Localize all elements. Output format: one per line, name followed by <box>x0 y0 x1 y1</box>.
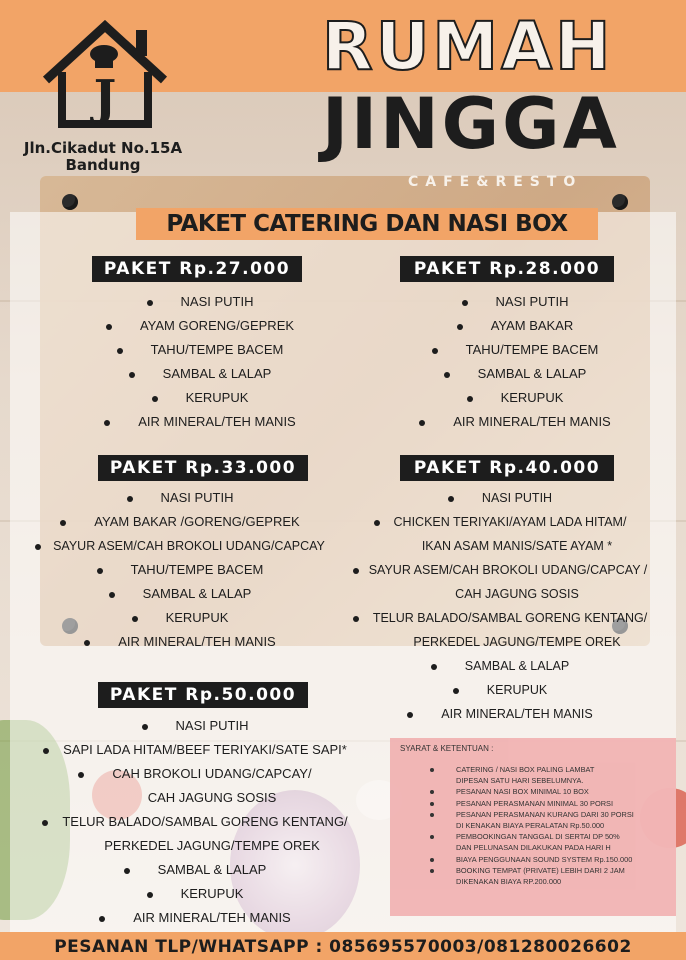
list-item: NASI PUTIH <box>60 290 340 314</box>
package-title-40000: PAKET Rp.40.000 <box>400 455 614 481</box>
package-title-28000: PAKET Rp.28.000 <box>400 256 614 282</box>
brand-tagline: CAFE&RESTO <box>408 174 583 190</box>
package-items-28000 <box>380 290 650 434</box>
bullet-icon <box>462 300 468 306</box>
terms-item: BOOKING TEMPAT (PRIVATE) LEBIH DARI 2 JAM <box>390 865 634 876</box>
list-item: KERUPUK <box>380 386 650 410</box>
bullet-icon <box>430 802 434 806</box>
bullet-icon <box>407 712 413 718</box>
list-item: SAYUR ASEM/CAH BROKOLI UDANG/CAPCAY <box>10 534 350 558</box>
list-item: AIR MINERAL/TEH MANIS <box>330 702 670 726</box>
list-item: NASI PUTIH <box>380 290 650 314</box>
list-item: TAHU/TEMPE BACEM <box>10 558 350 582</box>
bullet-icon <box>42 820 48 826</box>
bullet-icon <box>117 348 123 354</box>
bullet-icon <box>374 520 380 526</box>
list-item: SAMBAL & LALAP <box>60 362 340 386</box>
terms-item: DI KENAKAN BIAYA PERALATAN Rp.50.000 <box>456 821 605 831</box>
bullet-icon <box>430 790 434 794</box>
list-item: NASI PUTIH <box>20 714 370 738</box>
board-pin <box>612 194 628 210</box>
bullet-icon <box>132 616 138 622</box>
board-pin <box>62 194 78 210</box>
package-items-50000 <box>20 714 370 930</box>
terms-item: CATERING / NASI BOX PALING LAMBAT <box>390 764 634 775</box>
bullet-icon <box>457 324 463 330</box>
list-item: TAHU/TEMPE BACEM <box>60 338 340 362</box>
bullet-icon <box>43 748 49 754</box>
page-title: PAKET CATERING DAN NASI BOX <box>136 208 598 240</box>
logo-letter: J <box>93 70 117 126</box>
list-item: SAPI LADA HITAM/BEEF TERIYAKI/SATE SAPI* <box>20 738 370 762</box>
list-item: TAHU/TEMPE BACEM <box>380 338 650 362</box>
bullet-icon <box>152 396 158 402</box>
list-item: AYAM BAKAR <box>380 314 650 338</box>
bullet-icon <box>106 324 112 330</box>
bullet-icon <box>147 300 153 306</box>
bullet-icon <box>99 916 105 922</box>
list-item: IKAN ASAM MANIS/SATE AYAM * <box>421 539 613 553</box>
bullet-icon <box>35 544 41 550</box>
bullet-icon <box>430 768 434 772</box>
list-item: AIR MINERAL/TEH MANIS <box>380 410 650 434</box>
bullet-icon <box>109 592 115 598</box>
package-items-40000 <box>330 486 670 726</box>
package-items-33000 <box>10 486 350 654</box>
bullet-icon <box>84 640 90 646</box>
terms-title: SYARAT & KETENTUAN : <box>400 744 494 753</box>
bullet-icon <box>97 568 103 574</box>
package-items-27000 <box>60 290 340 434</box>
terms-item: BIAYA PENGGUNAAN SOUND SYSTEM Rp.150.000 <box>390 854 634 865</box>
bullet-icon <box>147 892 153 898</box>
house-logo-icon <box>40 20 170 130</box>
address <box>18 140 188 174</box>
list-item: SAMBAL & LALAP <box>330 654 670 678</box>
address-line2: Bandung <box>65 156 141 174</box>
bullet-icon <box>60 520 66 526</box>
list-item: AYAM BAKAR /GORENG/GEPREK <box>10 510 350 534</box>
brand-name-line1: RUMAH <box>322 8 614 85</box>
list-item: NASI PUTIH <box>330 486 670 510</box>
list-item: CAH JAGUNG SOSIS <box>455 587 579 601</box>
terms-item: PESANAN PERASMANAN KURANG DARI 30 PORSI <box>390 809 634 820</box>
bullet-icon <box>142 724 148 730</box>
list-item: SAYUR ASEM/CAH BROKOLI UDANG/CAPCAY / <box>330 558 670 582</box>
bullet-icon <box>453 688 459 694</box>
bullet-icon <box>353 568 359 574</box>
terms-item: PEMBOOKINGAN TANGGAL DI SERTAI DP 50% <box>390 831 634 842</box>
list-item: TELUR BALADO/SAMBAL GORENG KENTANG/ <box>330 606 670 630</box>
list-item: KERUPUK <box>330 678 670 702</box>
terms-box <box>390 738 676 916</box>
bullet-icon <box>430 869 434 873</box>
address-line1: Jln.Cikadut No.15A <box>23 139 183 157</box>
bullet-icon <box>448 496 454 502</box>
terms-item: DAN PELUNASAN DILAKUKAN PADA HARI H <box>456 843 611 853</box>
brand-name-line2: JINGGA <box>322 83 620 165</box>
terms-list <box>390 764 634 887</box>
package-title-27000: PAKET Rp.27.000 <box>92 256 302 282</box>
list-item: AIR MINERAL/TEH MANIS <box>10 630 350 654</box>
package-title-33000: PAKET Rp.33.000 <box>98 455 308 481</box>
list-item: CAH JAGUNG SOSIS <box>147 790 277 805</box>
bullet-icon <box>432 348 438 354</box>
bullet-icon <box>467 396 473 402</box>
package-title-50000: PAKET Rp.50.000 <box>98 682 308 708</box>
bullet-icon <box>78 772 84 778</box>
list-item: NASI PUTIH <box>10 486 350 510</box>
list-item: KERUPUK <box>60 386 340 410</box>
list-item: SAMBAL & LALAP <box>10 582 350 606</box>
bullet-icon <box>127 496 133 502</box>
list-item: AIR MINERAL/TEH MANIS <box>20 906 370 930</box>
list-item: SAMBAL & LALAP <box>380 362 650 386</box>
bullet-icon <box>124 868 130 874</box>
terms-item: DIPESAN SATU HARI SEBELUMNYA. <box>456 776 584 786</box>
list-item: AYAM GORENG/GEPREK <box>60 314 340 338</box>
list-item: AIR MINERAL/TEH MANIS <box>60 410 340 434</box>
bullet-icon <box>430 835 434 839</box>
bullet-icon <box>430 813 434 817</box>
bullet-icon <box>430 858 434 862</box>
terms-item: DIKENAKAN BIAYA RP.200.000 <box>456 877 562 887</box>
contact-footer: PESANAN TLP/WHATSAPP : 085695570003/081280026602 <box>0 932 686 960</box>
bullet-icon <box>129 372 135 378</box>
list-item: CAH BROKOLI UDANG/CAPCAY/ <box>20 762 370 786</box>
list-item: CHICKEN TERIYAKI/AYAM LADA HITAM/ <box>330 510 670 534</box>
list-item: PERKEDEL JAGUNG/TEMPE OREK <box>413 635 621 649</box>
bullet-icon <box>104 420 110 426</box>
bullet-icon <box>431 664 437 670</box>
bullet-icon <box>419 420 425 426</box>
list-item: PERKEDEL JAGUNG/TEMPE OREK <box>104 838 320 853</box>
list-item: KERUPUK <box>20 882 370 906</box>
list-item: SAMBAL & LALAP <box>20 858 370 882</box>
bullet-icon <box>444 372 450 378</box>
terms-item: PESANAN PERASMANAN MINIMAL 30 PORSI <box>390 798 634 809</box>
list-item: KERUPUK <box>10 606 350 630</box>
bullet-icon <box>353 616 359 622</box>
terms-item: PESANAN NASI BOX MINIMAL 10 BOX <box>390 786 634 797</box>
list-item: TELUR BALADO/SAMBAL GORENG KENTANG/ <box>20 810 370 834</box>
